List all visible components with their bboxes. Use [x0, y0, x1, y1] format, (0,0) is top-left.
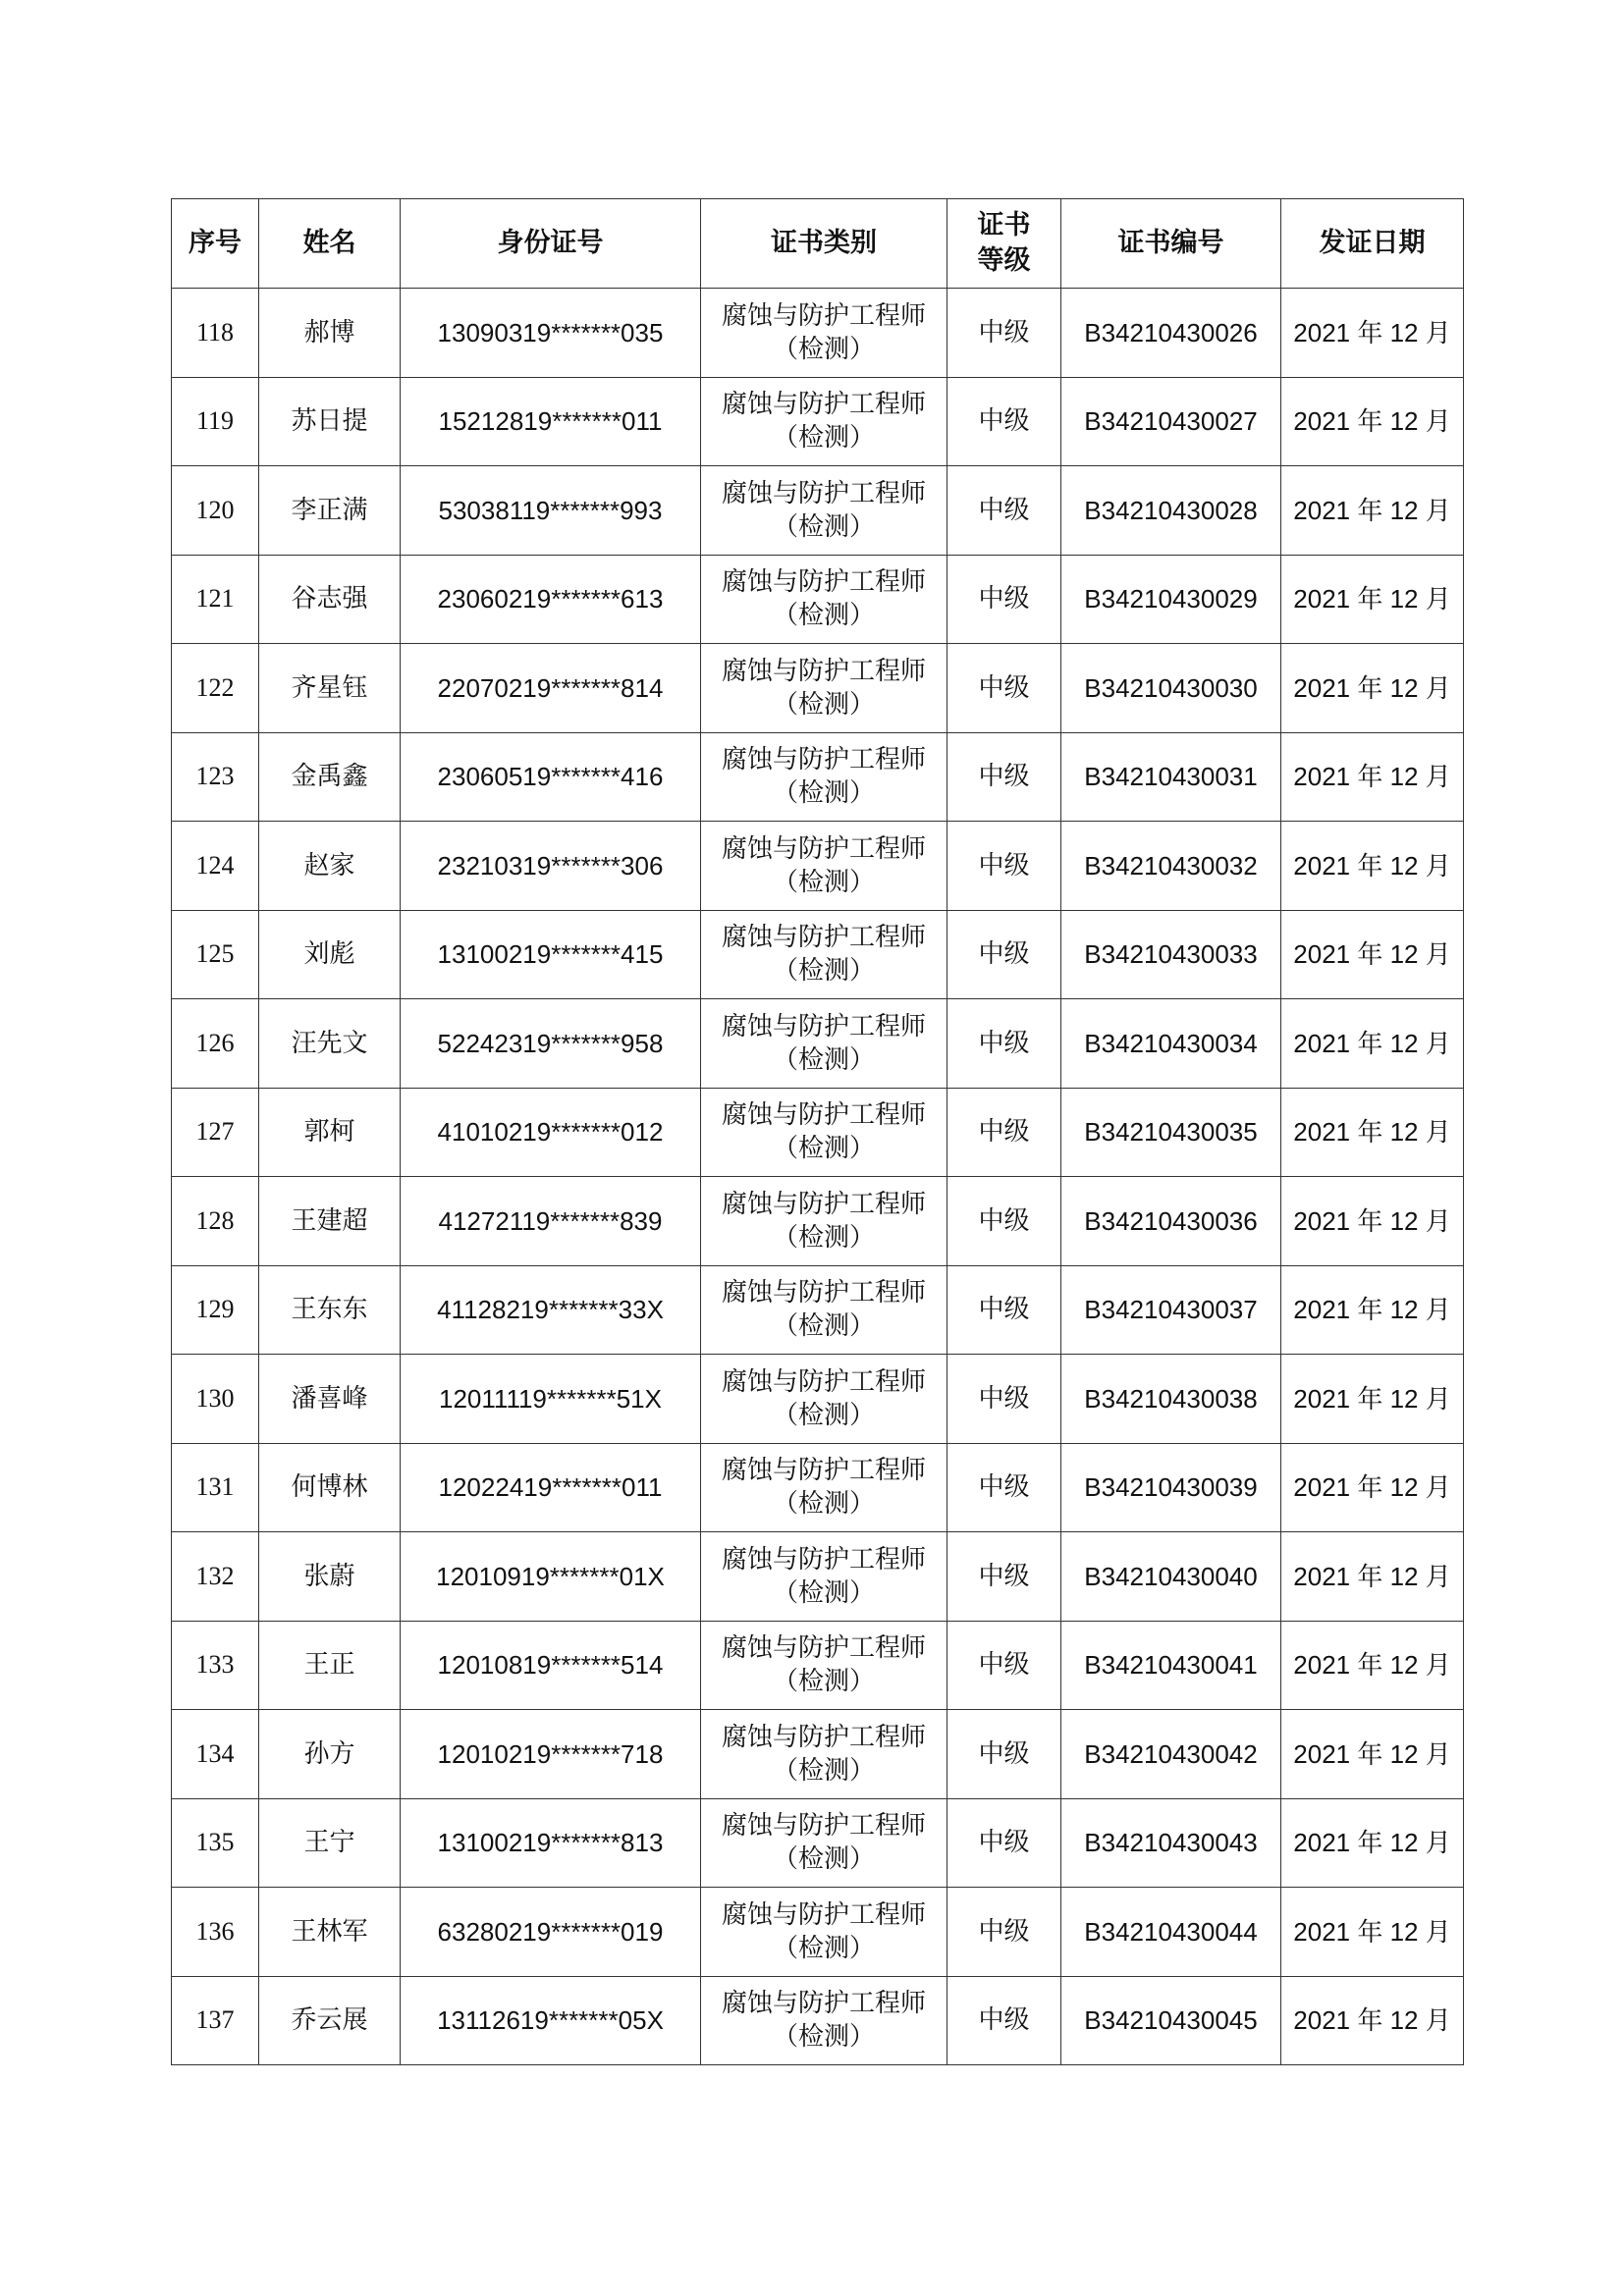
- table-row: [172, 910, 1464, 999]
- cell-certificate-number: B34210430036: [1061, 1177, 1281, 1266]
- table-row: [172, 822, 1464, 911]
- cell-certificate-number: B34210430034: [1061, 999, 1281, 1089]
- cell-serial: 134: [172, 1710, 259, 1799]
- category-line: 腐蚀与防护工程师: [721, 1366, 926, 1397]
- table-row: [172, 1798, 1464, 1888]
- category-subline: （检测）: [772, 423, 875, 454]
- cell-id-number: 12010219*******718: [401, 1710, 701, 1799]
- cell-id-number: 13100219*******813: [401, 1798, 701, 1888]
- cell-certificate-number: B34210430029: [1061, 555, 1281, 644]
- cell-certificate-number: B34210430038: [1061, 1355, 1281, 1444]
- table-row: [172, 1621, 1464, 1710]
- cell-id-number: 63280219*******019: [401, 1888, 701, 1977]
- cell-name: 郝博: [259, 289, 401, 378]
- cell-issue-date: 2021 年 12 月: [1281, 1443, 1464, 1532]
- table-row: [172, 1710, 1464, 1799]
- cell-serial: 125: [172, 910, 259, 999]
- cell-name: 谷志强: [259, 555, 401, 644]
- cell-certificate-number: B34210430045: [1061, 1976, 1281, 2065]
- cell-certificate-number: B34210430026: [1061, 289, 1281, 378]
- cell-serial: 121: [172, 555, 259, 644]
- cell-id-number: 22070219*******814: [401, 644, 701, 733]
- cell-issue-date: 2021 年 12 月: [1281, 1976, 1464, 2065]
- cell-id-number: 12010819*******514: [401, 1621, 701, 1710]
- cell-id-number: 41272119*******839: [401, 1177, 701, 1266]
- category-subline: （检测）: [772, 1933, 875, 1963]
- cell-id-number: 15212819*******011: [401, 377, 701, 466]
- cell-serial: 124: [172, 822, 259, 911]
- table-row: [172, 1088, 1464, 1177]
- table-header-row: [172, 199, 1464, 289]
- header-id-number: 身份证号: [401, 199, 701, 289]
- cell-certificate-level: 中级: [947, 822, 1061, 911]
- cell-id-number: 13100219*******415: [401, 910, 701, 999]
- cell-name: 乔云展: [259, 1976, 401, 2065]
- category-line: 腐蚀与防护工程师: [721, 300, 926, 331]
- cell-issue-date: 2021 年 12 月: [1281, 822, 1464, 911]
- cell-certificate-level: 中级: [947, 1443, 1061, 1532]
- category-subline: （检测）: [772, 1044, 875, 1075]
- category-line: 腐蚀与防护工程师: [721, 1100, 926, 1131]
- category-subline: （检测）: [772, 1489, 875, 1520]
- cell-certificate-level: 中级: [947, 1710, 1061, 1799]
- header-name: 姓名: [259, 199, 401, 289]
- cell-certificate-number: B34210430035: [1061, 1088, 1281, 1177]
- cell-certificate-number: B34210430032: [1061, 822, 1281, 911]
- cell-id-number: 12022419*******011: [401, 1443, 701, 1532]
- cell-serial: 122: [172, 644, 259, 733]
- cell-certificate-level: 中级: [947, 289, 1061, 378]
- cell-issue-date: 2021 年 12 月: [1281, 377, 1464, 466]
- cell-certificate-number: B34210430030: [1061, 644, 1281, 733]
- category-line: 腐蚀与防护工程师: [721, 833, 926, 864]
- cell-issue-date: 2021 年 12 月: [1281, 1621, 1464, 1710]
- cell-serial: 130: [172, 1355, 259, 1444]
- cell-name: 金禹鑫: [259, 732, 401, 822]
- table-row: [172, 466, 1464, 556]
- category-line: 腐蚀与防护工程师: [721, 478, 926, 508]
- cell-certificate-level: 中级: [947, 1265, 1061, 1355]
- category-line: 腐蚀与防护工程师: [721, 1811, 926, 1842]
- cell-id-number: 41128219*******33X: [401, 1265, 701, 1355]
- category-subline: （检测）: [772, 1311, 875, 1342]
- cell-certificate-category: [701, 910, 947, 999]
- cell-id-number: 23210319*******306: [401, 822, 701, 911]
- category-line: 腐蚀与防护工程师: [721, 1011, 926, 1041]
- category-subline: （检测）: [772, 1844, 875, 1875]
- cell-issue-date: 2021 年 12 月: [1281, 1177, 1464, 1266]
- cell-id-number: 53038119*******993: [401, 466, 701, 556]
- category-subline: （检测）: [772, 778, 875, 809]
- cell-certificate-category: [701, 822, 947, 911]
- cell-certificate-category: [701, 1710, 947, 1799]
- cell-name: 王东东: [259, 1265, 401, 1355]
- cell-certificate-number: B34210430044: [1061, 1888, 1281, 1977]
- table-row: [172, 1976, 1464, 2065]
- cell-name: 王宁: [259, 1798, 401, 1888]
- cell-name: 潘喜峰: [259, 1355, 401, 1444]
- category-line: 腐蚀与防护工程师: [721, 656, 926, 686]
- header-certificate-category: 证书类别: [701, 199, 947, 289]
- header-issue-date: 发证日期: [1281, 199, 1464, 289]
- cell-certificate-category: [701, 1265, 947, 1355]
- cell-issue-date: 2021 年 12 月: [1281, 1798, 1464, 1888]
- cell-serial: 120: [172, 466, 259, 556]
- cell-issue-date: 2021 年 12 月: [1281, 732, 1464, 822]
- cell-serial: 123: [172, 732, 259, 822]
- cell-certificate-category: [701, 1976, 947, 2065]
- cell-certificate-category: [701, 1177, 947, 1266]
- cell-serial: 137: [172, 1976, 259, 2065]
- cell-name: 李正满: [259, 466, 401, 556]
- category-line: 腐蚀与防护工程师: [721, 923, 926, 953]
- category-subline: （检测）: [772, 1577, 875, 1608]
- cell-issue-date: 2021 年 12 月: [1281, 1265, 1464, 1355]
- table-row: [172, 999, 1464, 1089]
- category-subline: （检测）: [772, 689, 875, 720]
- cell-certificate-category: [701, 1443, 947, 1532]
- cell-name: 齐星钰: [259, 644, 401, 733]
- cell-issue-date: 2021 年 12 月: [1281, 555, 1464, 644]
- header-serial: 序号: [172, 199, 259, 289]
- header-certificate-number: 证书编号: [1061, 199, 1281, 289]
- category-subline: （检测）: [772, 334, 875, 364]
- cell-certificate-level: 中级: [947, 1532, 1061, 1622]
- category-subline: （检测）: [772, 1222, 875, 1253]
- cell-certificate-level: 中级: [947, 1621, 1061, 1710]
- cell-issue-date: 2021 年 12 月: [1281, 910, 1464, 999]
- cell-serial: 128: [172, 1177, 259, 1266]
- cell-name: 汪先文: [259, 999, 401, 1089]
- category-line: 腐蚀与防护工程师: [721, 1456, 926, 1486]
- category-line: 腐蚀与防护工程师: [721, 1633, 926, 1664]
- category-line: 腐蚀与防护工程师: [721, 745, 926, 775]
- cell-certificate-number: B34210430043: [1061, 1798, 1281, 1888]
- table-row: [172, 1355, 1464, 1444]
- cell-certificate-level: 中级: [947, 1798, 1061, 1888]
- cell-certificate-level: 中级: [947, 644, 1061, 733]
- cell-issue-date: 2021 年 12 月: [1281, 999, 1464, 1089]
- cell-certificate-category: [701, 555, 947, 644]
- cell-certificate-number: B34210430031: [1061, 732, 1281, 822]
- category-subline: （检测）: [772, 956, 875, 987]
- cell-serial: 133: [172, 1621, 259, 1710]
- table-row: [172, 377, 1464, 466]
- header-certificate-level: 证书 等级: [947, 199, 1061, 289]
- table-row: [172, 1888, 1464, 1977]
- category-line: 腐蚀与防护工程师: [721, 1189, 926, 1219]
- table-row: [172, 1177, 1464, 1266]
- cell-certificate-number: B34210430028: [1061, 466, 1281, 556]
- cell-name: 何博林: [259, 1443, 401, 1532]
- cell-id-number: 23060219*******613: [401, 555, 701, 644]
- category-subline: （检测）: [772, 511, 875, 542]
- category-line: 腐蚀与防护工程师: [721, 1989, 926, 2019]
- category-line: 腐蚀与防护工程师: [721, 567, 926, 598]
- cell-name: 孙方: [259, 1710, 401, 1799]
- cell-certificate-category: [701, 1532, 947, 1622]
- category-line: 腐蚀与防护工程师: [721, 1544, 926, 1575]
- cell-id-number: 12010919*******01X: [401, 1532, 701, 1622]
- cell-certificate-level: 中级: [947, 555, 1061, 644]
- cell-id-number: 52242319*******958: [401, 999, 701, 1089]
- cell-certificate-category: [701, 644, 947, 733]
- cell-certificate-level: 中级: [947, 1355, 1061, 1444]
- cell-certificate-category: [701, 1621, 947, 1710]
- category-subline: （检测）: [772, 1755, 875, 1786]
- category-line: 腐蚀与防护工程师: [721, 1722, 926, 1752]
- table-row: [172, 1532, 1464, 1622]
- cell-name: 王正: [259, 1621, 401, 1710]
- cell-name: 王建超: [259, 1177, 401, 1266]
- category-subline: （检测）: [772, 601, 875, 631]
- table-body: [172, 289, 1464, 2065]
- cell-serial: 132: [172, 1532, 259, 1622]
- cell-certificate-level: 中级: [947, 377, 1061, 466]
- cell-certificate-level: 中级: [947, 1888, 1061, 1977]
- cell-certificate-number: B34210430027: [1061, 377, 1281, 466]
- category-line: 腐蚀与防护工程师: [721, 1278, 926, 1308]
- category-line: 腐蚀与防护工程师: [721, 1899, 926, 1930]
- cell-name: 赵家: [259, 822, 401, 911]
- cell-certificate-category: [701, 377, 947, 466]
- cell-serial: 118: [172, 289, 259, 378]
- cell-certificate-level: 中级: [947, 1088, 1061, 1177]
- cell-serial: 119: [172, 377, 259, 466]
- cell-serial: 131: [172, 1443, 259, 1532]
- cell-certificate-category: [701, 999, 947, 1089]
- cell-issue-date: 2021 年 12 月: [1281, 466, 1464, 556]
- table-row: [172, 555, 1464, 644]
- cell-certificate-level: 中级: [947, 1976, 1061, 2065]
- cell-certificate-level: 中级: [947, 910, 1061, 999]
- table-row: [172, 732, 1464, 822]
- cell-name: 郭柯: [259, 1088, 401, 1177]
- cell-name: 张蔚: [259, 1532, 401, 1622]
- cell-name: 王林军: [259, 1888, 401, 1977]
- cell-certificate-category: [701, 1798, 947, 1888]
- cell-id-number: 13090319*******035: [401, 289, 701, 378]
- cell-name: 刘彪: [259, 910, 401, 999]
- cell-serial: 127: [172, 1088, 259, 1177]
- certificate-table: [171, 198, 1464, 2065]
- cell-certificate-level: 中级: [947, 999, 1061, 1089]
- cell-issue-date: 2021 年 12 月: [1281, 1710, 1464, 1799]
- cell-issue-date: 2021 年 12 月: [1281, 1088, 1464, 1177]
- cell-id-number: 12011119*******51X: [401, 1355, 701, 1444]
- cell-certificate-category: [701, 466, 947, 556]
- cell-certificate-category: [701, 1888, 947, 1977]
- table-row: [172, 644, 1464, 733]
- category-subline: （检测）: [772, 1400, 875, 1430]
- table-row: [172, 289, 1464, 378]
- cell-certificate-category: [701, 1088, 947, 1177]
- cell-certificate-number: B34210430040: [1061, 1532, 1281, 1622]
- cell-certificate-level: 中级: [947, 1177, 1061, 1266]
- cell-id-number: 23060519*******416: [401, 732, 701, 822]
- cell-certificate-number: B34210430033: [1061, 910, 1281, 999]
- category-subline: （检测）: [772, 1667, 875, 1697]
- cell-issue-date: 2021 年 12 月: [1281, 1532, 1464, 1622]
- table-row: [172, 1443, 1464, 1532]
- cell-id-number: 41010219*******012: [401, 1088, 701, 1177]
- cell-certificate-category: [701, 289, 947, 378]
- cell-certificate-number: B34210430037: [1061, 1265, 1281, 1355]
- cell-issue-date: 2021 年 12 月: [1281, 289, 1464, 378]
- cell-certificate-number: B34210430041: [1061, 1621, 1281, 1710]
- category-subline: （检测）: [772, 1134, 875, 1164]
- cell-issue-date: 2021 年 12 月: [1281, 1355, 1464, 1444]
- cell-issue-date: 2021 年 12 月: [1281, 1888, 1464, 1977]
- category-line: 腐蚀与防护工程师: [721, 390, 926, 420]
- cell-issue-date: 2021 年 12 月: [1281, 644, 1464, 733]
- cell-serial: 129: [172, 1265, 259, 1355]
- category-subline: （检测）: [772, 867, 875, 897]
- cell-serial: 126: [172, 999, 259, 1089]
- cell-serial: 135: [172, 1798, 259, 1888]
- cell-name: 苏日提: [259, 377, 401, 466]
- cell-certificate-number: B34210430039: [1061, 1443, 1281, 1532]
- cell-certificate-category: [701, 1355, 947, 1444]
- cell-certificate-level: 中级: [947, 466, 1061, 556]
- cell-id-number: 13112619*******05X: [401, 1976, 701, 2065]
- category-subline: （检测）: [772, 2022, 875, 2053]
- cell-serial: 136: [172, 1888, 259, 1977]
- cell-certificate-number: B34210430042: [1061, 1710, 1281, 1799]
- table-row: [172, 1265, 1464, 1355]
- cell-certificate-category: [701, 732, 947, 822]
- cell-certificate-level: 中级: [947, 732, 1061, 822]
